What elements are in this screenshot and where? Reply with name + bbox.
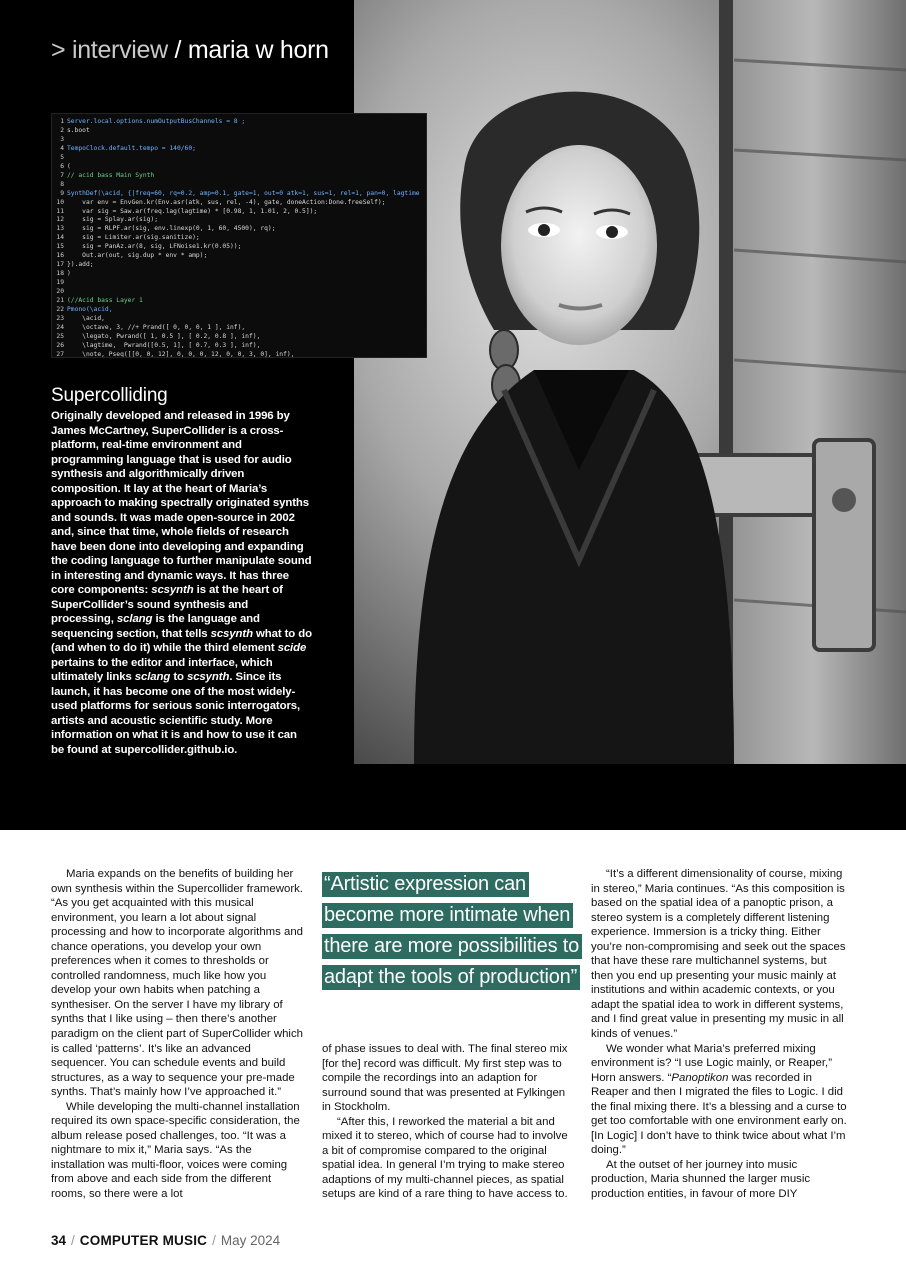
code-line-text: Server.local.options.numOutputBusChannels = 8 ; xyxy=(67,118,246,125)
code-line-text: \legato, Pwrand([ 1, 0.5 ], [ 0.2, 0.8 ], inf), xyxy=(67,332,261,340)
sidebar-body: Originally developed and released in 1996 by James McCartney, SuperCollider is a cross-platform, real-time environment and programming language that is used for audio synthesis and algorithmically driven composition. It lay at the heart of Maria’s approach to making spectrally originated synths and sounds. It was made open-source in 2002 and, since that time, whole fields of research have been done into developing and expanding the coding language to further manipulate sound in interesting and dynamic ways. It has three core components: scsynth is at the heart of SuperCollider’s sound synthesis and processing, sclang is the language and sequencing section, that tells scsynth what to do (and when to do it) while the third element scide pertains to the editor and interface, which ultimately links sclang to scsynth. Since its launch, it has become one of the most widely-used platforms for serious sonic interrogators, artists and acoustic scientific study. More information on what it is and how to use it can be found at supercollider.github.io. xyxy=(51,410,312,756)
code-line-number: 16 xyxy=(56,252,64,260)
code-line xyxy=(52,297,426,306)
code-line-number: 6 xyxy=(60,162,64,170)
code-line-number: 8 xyxy=(60,180,64,188)
code-line-text: sig = PanAz.ar(8, sig, LFNoise1.kr(0.05)); xyxy=(67,243,242,251)
code-line-text: (//Acid bass Layer 1 xyxy=(67,297,143,305)
code-line xyxy=(52,234,426,243)
code-line xyxy=(52,136,426,145)
code-line-number: 4 xyxy=(60,144,64,152)
pull-quote xyxy=(322,869,582,993)
code-line-number: 2 xyxy=(60,126,64,134)
code-line-number: 1 xyxy=(60,118,64,125)
code-line-text: var env = EnvGen.kr(Env.asr(atk, sus, rel, -4), gate, doneAction:Done.freeSelf); xyxy=(67,198,386,206)
code-line-number: 19 xyxy=(56,279,64,287)
interview-subject: maria w horn xyxy=(187,36,329,64)
code-line-text: Out.ar(out, sig.dup * env * amp); xyxy=(67,252,208,260)
code-line xyxy=(52,315,426,324)
code-line xyxy=(52,172,426,181)
code-line xyxy=(52,145,426,154)
code-line xyxy=(52,279,426,288)
code-line-number: 20 xyxy=(56,288,64,296)
code-line-number: 5 xyxy=(60,153,64,161)
page-header xyxy=(51,36,329,65)
code-line xyxy=(52,190,426,199)
code-line-number: 27 xyxy=(56,350,64,358)
body-column-3 xyxy=(591,867,849,1202)
code-line-number: 21 xyxy=(56,297,64,305)
code-line-text: sig = RLPF.ar(sig, env.linexp(0, 1, 60, 4500), rq); xyxy=(67,225,276,233)
portrait-photo xyxy=(354,0,906,764)
code-line xyxy=(52,208,426,217)
code-line-number: 9 xyxy=(60,189,64,197)
code-line xyxy=(52,333,426,342)
portrait-illustration xyxy=(354,0,906,764)
code-line-number: 3 xyxy=(60,135,64,143)
code-line-number: 13 xyxy=(56,225,64,233)
page-footer xyxy=(51,1233,280,1248)
code-line-text: ) xyxy=(67,270,71,278)
code-line-text: TempoClock.default.tempo = 140/60; xyxy=(67,144,196,152)
paragraph: At the outset of her journey into music production, Maria shunned the larger music production entities, in favour of more DIY xyxy=(591,1158,811,1201)
code-line-number: 25 xyxy=(56,332,64,340)
code-screenshot xyxy=(51,113,427,358)
code-line-number: 14 xyxy=(56,234,64,242)
code-line xyxy=(52,324,426,333)
code-line-text: \lagtime, Pwrand([0.5, 1], [ 0.7, 0.3 ], inf), xyxy=(67,341,261,349)
code-line-number: 10 xyxy=(56,198,64,206)
code-line xyxy=(52,261,426,270)
code-line-text: // acid bass Main Synth xyxy=(67,171,155,179)
sidebar-box xyxy=(51,385,313,757)
code-line-text: }).add; xyxy=(67,261,94,269)
body-column-1 xyxy=(51,867,308,1202)
code-line xyxy=(52,216,426,225)
code-line-text: Pmono(\acid, xyxy=(67,306,113,314)
code-line xyxy=(52,306,426,315)
magazine-name: COMPUTER MUSIC xyxy=(79,1233,208,1248)
code-line-text: SynthDef(\acid, {|freq=60, rq=0.2, amp=0.1, gate=1, out=0 atk=1, sus=1, rel=1, pan=0, lagtime xyxy=(67,189,420,197)
code-line-text: \acid, xyxy=(67,314,105,322)
body-column-2 xyxy=(322,1042,574,1202)
code-line xyxy=(52,252,426,261)
footer-separator: / xyxy=(212,1233,216,1248)
issue-date: May 2024 xyxy=(220,1233,281,1248)
code-line-number: 24 xyxy=(56,323,64,331)
page-number: 34 xyxy=(51,1233,67,1248)
code-line-number: 17 xyxy=(56,261,64,269)
code-line-text: \note, Pseq([[0, 0, 12], 0, 0, 0, 12, 0, 0, 3, 0], inf), xyxy=(67,350,295,358)
code-line xyxy=(52,118,426,127)
paragraph: of phase issues to deal with. The final stereo mix [for the] record was difficult. My first step was to compile the recordings into an adaption for surround sound that was presented at Fylkingen in Stockholm. xyxy=(322,1043,568,1114)
code-line-number: 11 xyxy=(56,207,64,215)
code-line xyxy=(52,342,426,351)
header-separator: / xyxy=(167,36,188,64)
code-line-text: \octave, 3, //+ Prand([ 0, 0, 0, 1 ], inf), xyxy=(67,323,246,331)
code-line-text: ( xyxy=(67,162,71,170)
code-line-text: sig = Splay.ar(sig); xyxy=(67,216,158,224)
code-line xyxy=(52,270,426,279)
code-line xyxy=(52,181,426,190)
code-line xyxy=(52,163,426,172)
paragraph: “After this, I reworked the material a bit and mixed it to stereo, which of course had to involve a bit of compromise compared to the original spatial idea. In general I’m trying to make stereo adaptions of my multi-channel pieces, as spatial setups are kind of a rare thing to have access to. xyxy=(322,1115,568,1201)
paragraph: While developing the multi-channel installation required its own space-specific consideration, the album release posed challenges, too. “It was a nightmare to mix it,” Maria says. “As the installation was multi-floor, voices were coming from above and each side from the different rooms, so there were a lot xyxy=(51,1100,300,1201)
code-line-text: s.boot xyxy=(67,126,90,134)
code-line xyxy=(52,351,426,358)
code-line-number: 18 xyxy=(56,270,64,278)
code-line-number: 7 xyxy=(60,171,64,179)
code-line-number: 26 xyxy=(56,341,64,349)
paragraph: Maria expands on the benefits of building her own synthesis within the Supercollider framework. “As you get acquainted with this musical environment, you learn a lot about signal processing and how to incorporate algorithms and chance operations, you develop your own preferences when it comes to thresholds or controlled randomness, much like how you develop your own habits when patching a synthesiser. On the server I have my library of synths that I like using – then there’s another paradigm on the client part of SuperCollider which is called ‘patterns’. It’s like an advanced sequencer. You can schedule events and build structures, as a way to sequence your pre-made synths. That’s mainly how I’ve approached it.” xyxy=(51,868,304,1099)
paragraph: “It’s a different dimensionality of course, mixing in stereo,” Maria continues. “As this composition is based on the spatial idea of a panoptic prison, a stereo system is a completely different listening experience. Immersion is a tricky thing. Either you’re non-compromising and seek out the spaces that have these rare multichannel systems, but then you end up presenting your music mainly at institutions and within academic contexts, or you adapt the spatial idea to work in different systems, and I find great value in presenting my music in all kinds of venues.” xyxy=(591,868,846,1041)
section-label: > interview xyxy=(51,36,168,64)
code-line-number: 23 xyxy=(56,314,64,322)
code-line-number: 12 xyxy=(56,216,64,224)
sidebar-title: Supercolliding xyxy=(51,385,168,406)
code-line xyxy=(52,154,426,163)
code-line-text: sig = Limiter.ar(sig.sanitize); xyxy=(67,234,200,242)
code-line xyxy=(52,243,426,252)
code-line-text: var sig = Saw.ar(freq.lag(lagtime) * [0.98, 1, 1.01, 2, 0.5]); xyxy=(67,207,318,215)
code-line xyxy=(52,225,426,234)
code-line xyxy=(52,127,426,136)
paragraph: We wonder what Maria’s preferred mixing environment is? “I use Logic mainly, or Reaper,” Horn answers. “Panoptikon was recorded in Reaper and then I migrated the files to Logic. I did the final mixing there. It’s a blessing and a curse to get too comfortable with one environment early on. [In Logic] I don’t have to think twice about what I’m doing.” xyxy=(591,1042,847,1157)
code-line-number: 15 xyxy=(56,243,64,251)
code-line-number: 22 xyxy=(56,306,64,314)
footer-separator: / xyxy=(71,1233,75,1248)
code-line xyxy=(52,288,426,297)
pull-quote-text: “Artistic expression can become more intimate when there are more possibilities to adapt the tools of production” xyxy=(322,872,582,990)
code-line xyxy=(52,199,426,208)
